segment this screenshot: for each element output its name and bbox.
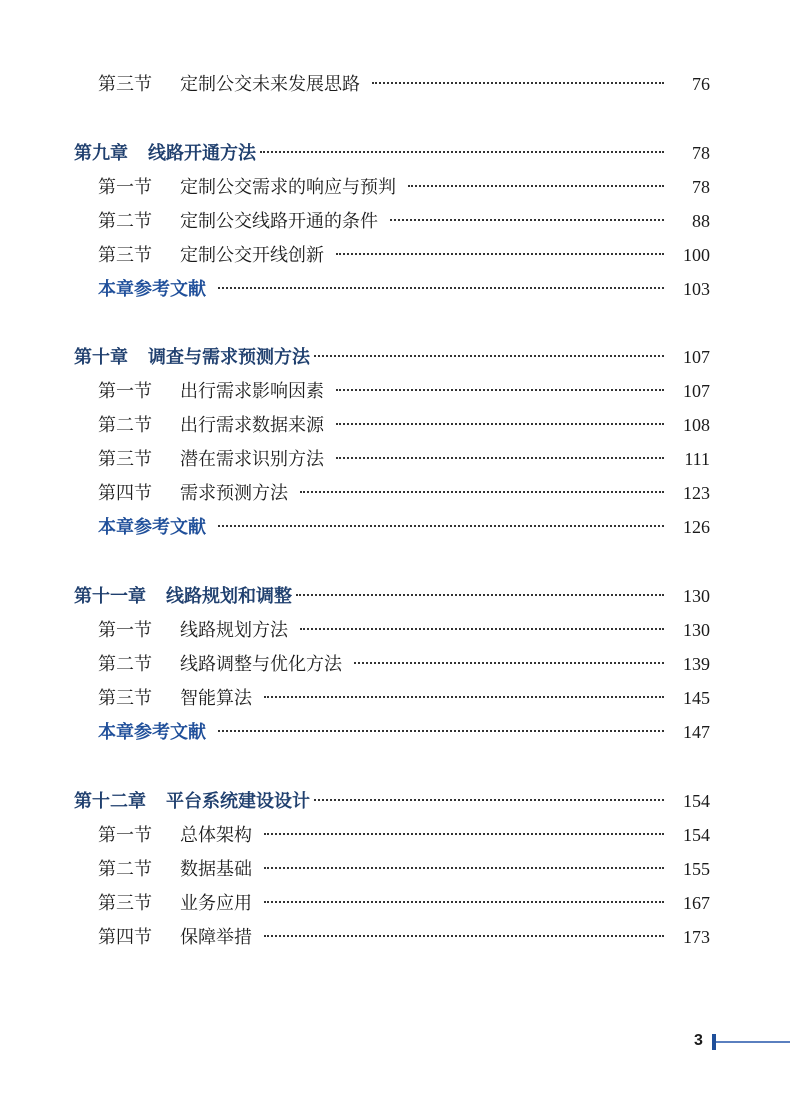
- page-number: 103: [683, 279, 710, 299]
- page-number: 108: [683, 415, 710, 435]
- toc-entry-chapter[interactable]: [74, 581, 710, 611]
- dot-leader: [336, 253, 664, 255]
- section-number: 第三节: [98, 74, 152, 95]
- page-number: 78: [692, 143, 710, 163]
- references-title: 本章参考文献: [98, 722, 206, 743]
- chapter-title: 线路开通方法: [148, 143, 256, 164]
- section-title: 线路调整与优化方法: [180, 654, 342, 675]
- section-number: 第二节: [98, 859, 152, 880]
- page-number: 154: [683, 825, 710, 845]
- toc-entry-section[interactable]: [98, 615, 710, 645]
- section-title: 线路规划方法: [180, 620, 288, 641]
- page-number: 130: [683, 620, 710, 640]
- dot-leader: [296, 594, 664, 596]
- dot-leader: [264, 867, 664, 869]
- toc-entry-section[interactable]: [98, 444, 710, 474]
- page-number: 123: [683, 483, 710, 503]
- section-title: 定制公交线路开通的条件: [180, 211, 378, 232]
- dot-leader: [300, 491, 664, 493]
- section-number: 第四节: [98, 483, 152, 504]
- chapter-number: 第十二章: [74, 791, 146, 812]
- toc-entry-references[interactable]: [98, 274, 710, 304]
- section-title: 定制公交开线创新: [180, 245, 324, 266]
- dot-leader: [300, 628, 664, 630]
- page-number: 173: [683, 927, 710, 947]
- toc-entry-section[interactable]: [98, 206, 710, 236]
- dot-leader: [390, 219, 664, 221]
- toc-entry-section[interactable]: [98, 683, 710, 713]
- toc-entry-section[interactable]: [98, 478, 710, 508]
- toc-entry-chapter[interactable]: [74, 138, 710, 168]
- dot-leader: [408, 185, 664, 187]
- section-number: 第四节: [98, 927, 152, 948]
- toc-entry-section[interactable]: [98, 649, 710, 679]
- dot-leader: [264, 935, 664, 937]
- dot-leader: [336, 423, 664, 425]
- page-number: 147: [683, 722, 710, 742]
- dot-leader: [218, 525, 664, 527]
- section-number: 第二节: [98, 211, 152, 232]
- page-number: 78: [692, 177, 710, 197]
- page-number: 100: [683, 245, 710, 265]
- page-number: 76: [692, 74, 710, 94]
- dot-leader: [354, 662, 664, 664]
- page-number: 107: [683, 347, 710, 367]
- section-number: 第一节: [98, 177, 152, 198]
- section-title: 潜在需求识别方法: [180, 449, 324, 470]
- toc-entry-section[interactable]: [98, 888, 710, 918]
- section-number: 第三节: [98, 893, 152, 914]
- toc-entry-references[interactable]: [98, 717, 710, 747]
- page-number: 88: [692, 211, 710, 231]
- chapter-number: 第九章: [74, 143, 128, 164]
- toc-entry-chapter[interactable]: [74, 342, 710, 372]
- section-title: 出行需求影响因素: [180, 381, 324, 402]
- dot-leader: [218, 730, 664, 732]
- chapter-title: 调查与需求预测方法: [148, 347, 310, 368]
- section-title: 定制公交未来发展思路: [180, 74, 360, 95]
- chapter-number: 第十章: [74, 347, 128, 368]
- dot-leader: [260, 151, 664, 153]
- section-title: 保障举措: [180, 927, 252, 948]
- references-title: 本章参考文献: [98, 279, 206, 300]
- section-title: 出行需求数据来源: [180, 415, 324, 436]
- dot-leader: [264, 901, 664, 903]
- page-number: 126: [683, 517, 710, 537]
- toc-entry-section[interactable]: [98, 820, 710, 850]
- page-number: 145: [683, 688, 710, 708]
- section-number: 第一节: [98, 620, 152, 641]
- toc-entry-references[interactable]: [98, 512, 710, 542]
- section-number: 第三节: [98, 449, 152, 470]
- section-number: 第二节: [98, 415, 152, 436]
- section-number: 第一节: [98, 825, 152, 846]
- section-title: 数据基础: [180, 859, 252, 880]
- toc-entry-section[interactable]: [98, 410, 710, 440]
- toc-entry-section[interactable]: [98, 854, 710, 884]
- section-number: 第一节: [98, 381, 152, 402]
- dot-leader: [264, 833, 664, 835]
- dot-leader: [336, 457, 664, 459]
- page-number: 111: [684, 449, 710, 469]
- section-title: 智能算法: [180, 688, 252, 709]
- toc-entry-section[interactable]: [98, 240, 710, 270]
- chapter-number: 第十一章: [74, 586, 146, 607]
- section-title: 业务应用: [180, 893, 252, 914]
- dot-leader: [264, 696, 664, 698]
- toc-entry-section[interactable]: [98, 172, 710, 202]
- page-number: 167: [683, 893, 710, 913]
- dot-leader: [314, 355, 664, 357]
- page-number: 154: [683, 791, 710, 811]
- section-number: 第三节: [98, 688, 152, 709]
- section-title: 需求预测方法: [180, 483, 288, 504]
- chapter-title: 线路规划和调整: [166, 586, 292, 607]
- folio-page-number: 3: [694, 1032, 703, 1049]
- toc-entry-section[interactable]: [98, 376, 710, 406]
- dot-leader: [218, 287, 664, 289]
- dot-leader: [336, 389, 664, 391]
- toc-entry-chapter[interactable]: [74, 786, 710, 816]
- page-number: 139: [683, 654, 710, 674]
- toc-entry-section[interactable]: [98, 69, 710, 99]
- dot-leader: [314, 799, 664, 801]
- page-number: 130: [683, 586, 710, 606]
- section-number: 第三节: [98, 245, 152, 266]
- page-number: 107: [683, 381, 710, 401]
- section-title: 定制公交需求的响应与预判: [180, 177, 396, 198]
- section-number: 第二节: [98, 654, 152, 675]
- chapter-title: 平台系统建设设计: [166, 791, 310, 812]
- section-title: 总体架构: [180, 825, 252, 846]
- folio-rule-line: [716, 1041, 790, 1043]
- page-number: 155: [683, 859, 710, 879]
- dot-leader: [372, 82, 664, 84]
- toc-entry-section[interactable]: [98, 922, 710, 952]
- references-title: 本章参考文献: [98, 517, 206, 538]
